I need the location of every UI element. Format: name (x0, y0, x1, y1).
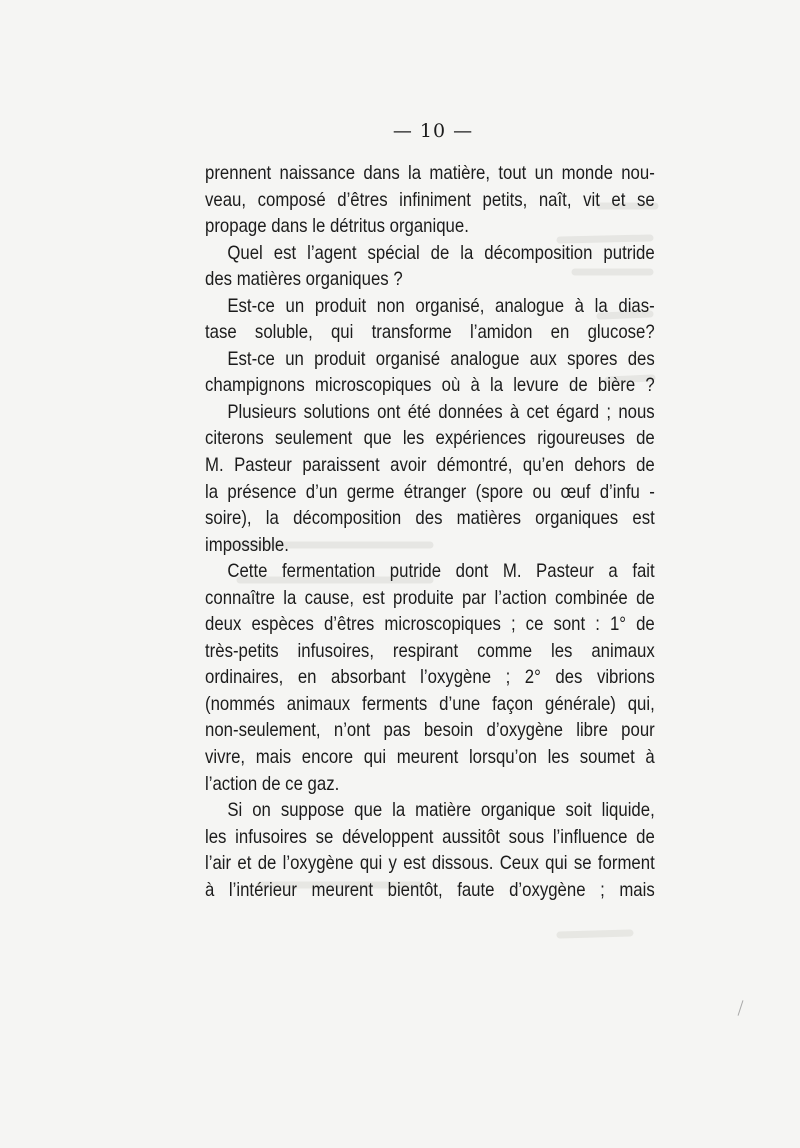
word: produit (314, 294, 367, 317)
word: de (636, 454, 655, 477)
word: encore (301, 746, 354, 769)
word: cet (526, 400, 549, 423)
text-line (205, 346, 655, 373)
word: bière (597, 374, 636, 397)
word: été (407, 400, 432, 423)
word: présence (227, 480, 297, 503)
word: étranger (403, 480, 467, 503)
word: l’agent (307, 241, 357, 264)
word: qui, (627, 692, 655, 715)
word: germe (346, 480, 395, 503)
word: la (392, 799, 406, 822)
word: expériences (435, 427, 526, 450)
word: où (441, 374, 461, 397)
word: soumet (579, 746, 635, 769)
word: libre (576, 719, 608, 742)
word: ; (505, 666, 511, 689)
word: les (550, 639, 573, 662)
word: meurent (396, 746, 459, 769)
word: forment (597, 852, 655, 875)
word: Pasteur (234, 454, 292, 477)
text-line (205, 585, 655, 612)
word: pour (621, 719, 655, 742)
word: la (205, 480, 219, 503)
word: non (376, 294, 405, 317)
word: ? (393, 268, 403, 291)
word: tout (498, 162, 527, 184)
word: de (636, 825, 655, 848)
word: égard (556, 400, 600, 423)
text-line (205, 266, 655, 293)
word: liquide, (601, 799, 655, 822)
word: 1° (609, 613, 627, 636)
word: données (438, 400, 503, 423)
word: (spore (475, 480, 524, 503)
word: sous (508, 825, 545, 848)
word: un (285, 294, 305, 317)
word: transforme (371, 321, 452, 344)
word: à (645, 746, 655, 769)
word: bientôt, (387, 878, 443, 901)
text-line (205, 505, 655, 532)
word: (nommés (205, 692, 275, 715)
text-line (205, 532, 655, 559)
text-line (205, 479, 655, 506)
word: animaux (591, 639, 655, 662)
text-line (205, 717, 655, 744)
word: Plusieurs (227, 400, 297, 423)
word: nou- (621, 162, 655, 184)
word: paraissent (302, 454, 380, 477)
word: en (550, 321, 570, 344)
word: Ceux (499, 852, 539, 875)
word: a (608, 560, 618, 583)
word: vit (583, 188, 600, 211)
word: les (547, 746, 570, 769)
word: un (285, 347, 304, 370)
word: soire), (205, 507, 252, 530)
word: - (649, 480, 655, 503)
word: Cette (227, 560, 268, 583)
word: est (632, 507, 655, 530)
word: absorbant (331, 666, 406, 689)
word: putride (603, 241, 655, 264)
word: la (283, 586, 297, 609)
word: des (205, 268, 237, 291)
word: ordinaires, (205, 666, 284, 689)
word: 2° (524, 666, 541, 689)
word: qui (330, 321, 354, 344)
page-number: — 10 — (392, 120, 474, 142)
margin-mark (738, 1000, 744, 1016)
word: cause, (304, 586, 355, 609)
word: petits, (482, 188, 528, 211)
word: les (402, 427, 425, 450)
text-line (205, 160, 655, 187)
word: l’influence (552, 825, 628, 848)
word: analogue (450, 347, 520, 370)
word: la (265, 507, 279, 530)
word: l’oxygène (282, 852, 354, 875)
word: et (237, 852, 252, 875)
text-line (205, 558, 655, 585)
text-line (205, 877, 655, 904)
word: ce (285, 772, 308, 795)
word: à (509, 400, 520, 423)
word: un (534, 162, 554, 184)
word: tase (205, 321, 237, 344)
text-line (205, 372, 655, 399)
word: Est-ce (227, 294, 275, 317)
word: propage (205, 215, 272, 238)
word: dias- (618, 294, 655, 317)
word: produit (314, 347, 366, 370)
word: les (205, 825, 227, 848)
word: qu’en (522, 454, 564, 477)
word: soluble, (254, 321, 313, 344)
word: composé (257, 188, 326, 211)
word: ce (525, 613, 544, 636)
word: d’êtres (323, 613, 375, 636)
word: matières (236, 268, 306, 291)
word: meurent (311, 878, 374, 901)
word: à (470, 374, 480, 397)
word: dehors (574, 454, 626, 477)
text-line (205, 744, 655, 771)
word: citerons (205, 427, 264, 450)
word: et (611, 188, 626, 211)
text-line (205, 319, 655, 346)
word: dans (271, 215, 313, 238)
text-line (205, 452, 655, 479)
word: faute (457, 878, 495, 901)
word: Quel (227, 241, 263, 264)
word: l’intérieur (228, 878, 297, 901)
text-line (205, 399, 655, 426)
word: veau, (205, 188, 247, 211)
word: mais (619, 878, 655, 901)
word: analogue (495, 294, 565, 317)
word: spores (567, 347, 618, 370)
word: dont (455, 560, 489, 583)
word: pas (383, 719, 411, 742)
word: est (362, 586, 385, 609)
word: de (569, 374, 588, 397)
word: organique. (389, 215, 469, 238)
word: des (627, 347, 655, 370)
word: d’un (305, 480, 338, 503)
text-line (205, 797, 655, 824)
word: non-seulement, (205, 719, 321, 742)
word: fermentation (282, 560, 376, 583)
word: ; (510, 613, 516, 636)
word: combinée (555, 586, 628, 609)
word: de (636, 613, 655, 636)
word: matière, (429, 162, 491, 184)
word: se (637, 188, 655, 211)
word: organisé, (415, 294, 485, 317)
word: Est-ce (227, 347, 275, 370)
word: M. (205, 454, 224, 477)
word: rigoureuses (537, 427, 625, 450)
word: l’amidon (469, 321, 533, 344)
word: infusoires (235, 825, 307, 848)
word: microscopiques (314, 374, 432, 397)
word: dans (363, 162, 400, 184)
word: solutions (303, 400, 370, 423)
word: infiniment (399, 188, 471, 211)
word: gaz. (307, 772, 340, 795)
word: comme (477, 639, 533, 662)
word: que (354, 799, 383, 822)
word: seulement (274, 427, 353, 450)
word: soit (565, 799, 592, 822)
word: l’action (205, 772, 262, 795)
word: avoir (390, 454, 427, 477)
word: d’oxygène (486, 719, 563, 742)
word: dissous. (431, 852, 494, 875)
word: connaître (205, 586, 275, 609)
word: organiques (535, 507, 619, 530)
word: prennent (205, 162, 272, 184)
word: : (595, 613, 600, 636)
word: d’infu (599, 480, 640, 503)
word: espèces (251, 613, 314, 636)
word: d’oxygène (509, 878, 586, 901)
word: de (430, 241, 450, 264)
word: des (415, 507, 443, 530)
word: développent (342, 825, 434, 848)
word: Pasteur (536, 560, 594, 583)
word: par (461, 586, 487, 609)
word: de (636, 427, 655, 450)
word: organique (480, 799, 556, 822)
word: à (574, 294, 585, 317)
text-line (205, 771, 655, 798)
word: qui (363, 746, 387, 769)
word: vivre, (205, 746, 246, 769)
word: aussitôt (442, 825, 500, 848)
word: M. (502, 560, 522, 583)
word: glucose? (587, 321, 655, 344)
word: naissance (279, 162, 356, 184)
word: en (297, 666, 317, 689)
text-line (205, 187, 655, 214)
word: impossible. (205, 533, 289, 556)
word: est (273, 241, 297, 264)
word: qui (545, 852, 568, 875)
word: très-petits (205, 639, 279, 662)
word: respirant (392, 639, 459, 662)
word: on (252, 799, 271, 822)
word: l’air (205, 852, 232, 875)
text-line (205, 611, 655, 638)
text-line (205, 850, 655, 877)
word: décomposition (293, 507, 402, 530)
text-line (205, 293, 655, 320)
word: organisé (375, 347, 441, 370)
word: de (261, 772, 286, 795)
word: de (257, 852, 277, 875)
word: deux (205, 613, 242, 636)
word: œuf (560, 480, 591, 503)
word: aux (529, 347, 557, 370)
word: fait (632, 560, 655, 583)
word: spécial (367, 241, 420, 264)
word: générale) (544, 692, 616, 715)
word: levure (513, 374, 559, 397)
word: la (460, 241, 474, 264)
word: matières (456, 507, 521, 530)
word: infusoires, (297, 639, 374, 662)
word: sont (553, 613, 586, 636)
word: de (636, 586, 655, 609)
word: démontré, (436, 454, 513, 477)
word: la (489, 374, 504, 397)
word: nous (618, 400, 655, 423)
word: d’une (439, 692, 481, 715)
word: décomposition (484, 241, 593, 264)
word: que (363, 427, 392, 450)
word: ; (600, 878, 605, 901)
word: animaux (286, 692, 351, 715)
word: d’êtres (337, 188, 388, 211)
text-line (205, 824, 655, 851)
text-line (205, 213, 655, 240)
word: putride (389, 560, 442, 583)
word: suppose (280, 799, 345, 822)
text-line (205, 664, 655, 691)
word: ; (606, 400, 612, 423)
word: ont (377, 400, 401, 423)
word: l’oxygène (420, 666, 492, 689)
word: est (403, 852, 426, 875)
word: organiques (305, 268, 394, 291)
word: Si (227, 799, 243, 822)
word: ferments (362, 692, 428, 715)
word: qui (359, 852, 383, 875)
word: l’action (494, 586, 547, 609)
text-line (205, 240, 655, 267)
word: des (555, 666, 583, 689)
word: n’ont (333, 719, 371, 742)
word: mais (255, 746, 292, 769)
word: détritus (329, 215, 390, 238)
word: façon (492, 692, 534, 715)
word: lorsqu’on (468, 746, 538, 769)
word: le (312, 215, 330, 238)
word: ou (532, 480, 552, 503)
word: besoin (423, 719, 474, 742)
word: produite (393, 586, 454, 609)
word: la (408, 162, 422, 184)
word: ? (645, 374, 655, 397)
word: monde (561, 162, 613, 184)
word: champignons (205, 374, 305, 397)
word: y (388, 852, 397, 875)
word: microscopiques (384, 613, 501, 636)
body-text (205, 160, 655, 903)
text-line (205, 691, 655, 718)
word: vibrions (596, 666, 655, 689)
word: se (573, 852, 592, 875)
word: se (315, 825, 334, 848)
word: naît, (538, 188, 572, 211)
text-line (205, 638, 655, 665)
word: la (594, 294, 608, 317)
text-line (205, 425, 655, 452)
word: à (205, 878, 215, 901)
word: matière (415, 799, 472, 822)
